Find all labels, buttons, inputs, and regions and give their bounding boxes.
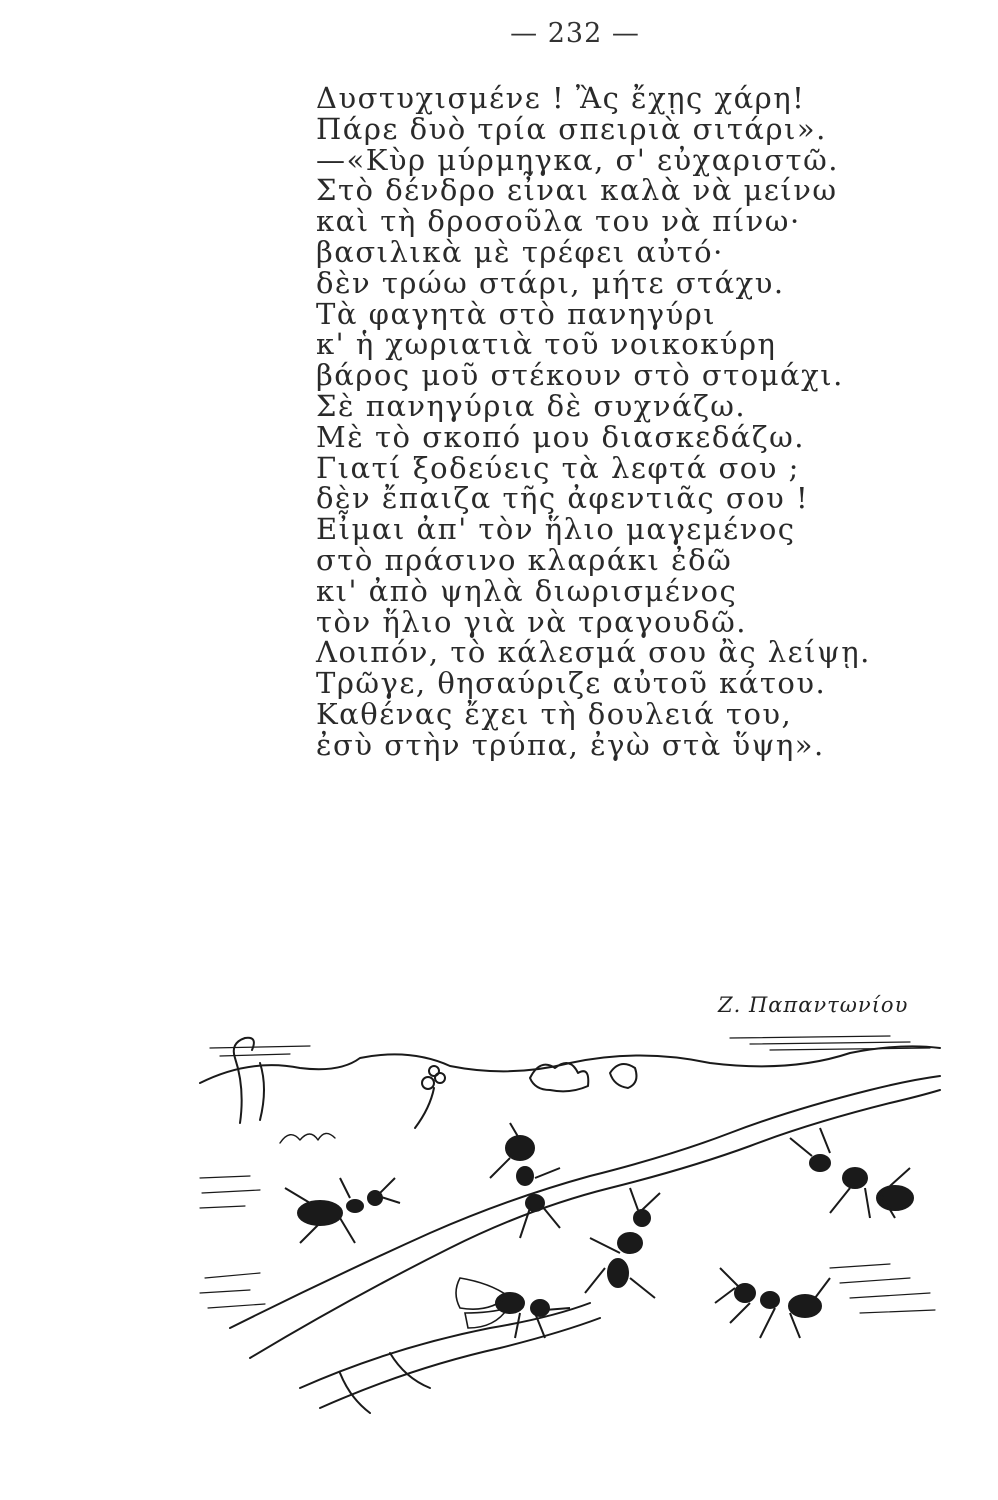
poem-line: βάρος μοῦ στέκουν στὸ στομάχι. xyxy=(316,358,844,393)
signature: Ζ. Παπαντωνίου xyxy=(718,993,909,1017)
poem-line: Πάρε δυὸ τρία σπειριὰ σιτάρι». xyxy=(316,111,827,146)
poem-line: δὲν τρώω στάρι, μήτε στάχυ. xyxy=(316,265,785,300)
poem-line: Εἶμαι ἀπ' τὸν ἥλιο μαγεμένος xyxy=(316,512,796,547)
ant-1 xyxy=(285,1178,400,1243)
lower-branch xyxy=(300,1303,590,1388)
poem-line: Τρῶγε, θησαύριζε αὐτοῦ κάτου. xyxy=(316,666,827,701)
poem-line: κι' ἀπὸ ψηλὰ διωρισμένος xyxy=(316,573,738,608)
poem-line: δὲν ἔπαιζα τῆς ἀφεντιᾶς σου ! xyxy=(316,481,810,516)
ant-3 xyxy=(585,1188,660,1298)
ant-4 xyxy=(715,1268,830,1338)
poem-line: Στὸ δένδρο εἶναι καλὰ νὰ μείνω xyxy=(316,173,838,208)
poem-line: Λοιπόν, τὸ κάλεσμά σου ἂς λείψῃ. xyxy=(316,635,871,670)
poem-line: Τὰ φαγητὰ στὸ πανηγύρι xyxy=(316,296,717,331)
page-number: — 232 — xyxy=(510,18,640,49)
winged-ant xyxy=(456,1278,570,1338)
poem-line: ἐσὺ στὴν τρύπα, ἐγὼ στὰ ὕψη». xyxy=(316,727,825,762)
poem-line: τὸν ἥλιο γιὰ νὰ τραγουδῶ. xyxy=(316,604,748,639)
grass-hatching xyxy=(830,1264,935,1313)
twig xyxy=(390,1353,430,1388)
main-branch xyxy=(250,1090,940,1358)
poem-line: Γιατί ξοδεύεις τὰ λεφτά σου ; xyxy=(316,450,800,485)
berry xyxy=(422,1077,434,1089)
plant-stem xyxy=(234,1038,254,1123)
scribble xyxy=(280,1133,335,1143)
poem-line: Δυστυχισμένε ! Ἂς ἔχῃς χάρη! xyxy=(316,81,806,115)
plant-stem xyxy=(260,1063,264,1120)
poem-line: Μὲ τὸ σκοπό μου διασκεδάζω. xyxy=(316,419,805,454)
poem-line: κ' ἡ χωριατιὰ τοῦ νοικοκύρη xyxy=(316,327,777,362)
berry xyxy=(429,1066,439,1076)
sky-hatching xyxy=(210,1036,930,1056)
poem-line: —«Κὺρ μύρμηγκα, σ' εὐχαριστῶ. xyxy=(316,142,839,177)
main-branch xyxy=(230,1076,940,1328)
poem-line: Καθένας ἔχει τὴ δουλειά του, xyxy=(316,696,793,731)
flower xyxy=(530,1063,588,1091)
ant-2 xyxy=(490,1123,560,1238)
poem-line: Σὲ πανηγύρια δὲ συχνάζω. xyxy=(316,388,747,423)
grass-hatching xyxy=(200,1176,265,1308)
ant-5 xyxy=(790,1128,913,1218)
flower-small xyxy=(610,1064,636,1088)
poem-line: στὸ πράσινο κλαράκι ἐδῶ xyxy=(316,542,733,577)
poem-line: καὶ τὴ δροσοῦλα του νὰ πίνω· xyxy=(316,204,801,239)
ants-on-branches-illustration xyxy=(190,1028,950,1418)
poem xyxy=(316,81,871,762)
berry-stem xyxy=(415,1088,434,1128)
poem-line: βασιλικὰ μὲ τρέφει αὐτό· xyxy=(316,234,724,269)
